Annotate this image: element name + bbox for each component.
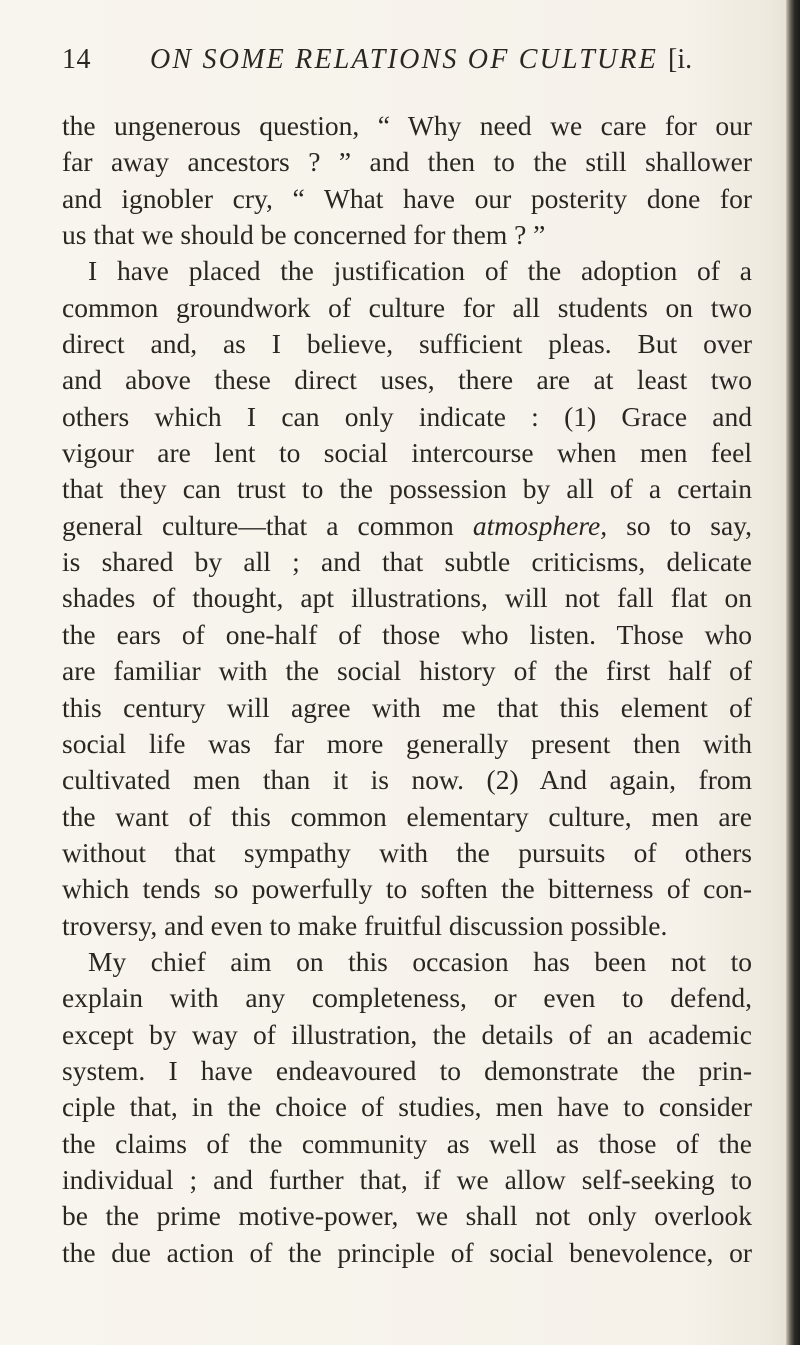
text-line: far away ancestors ? ” and then to the still shallower (62, 146, 752, 178)
text-fragment: so to say, (607, 509, 753, 541)
text-line: individual ; and further that, if we allow self-seeking to (62, 1163, 752, 1195)
italic-word: atmosphere, (472, 509, 608, 541)
text-line: be the prime motive-power, we shall not only overlook (62, 1200, 752, 1232)
text-line: and ignobler cry, “ What have our posterity done for (62, 182, 752, 214)
text-line: system. I have endeavoured to demonstrate the prin- (62, 1054, 752, 1086)
body-text (62, 108, 752, 1271)
text-line: shades of thought, apt illustrations, will not fall flat on (62, 582, 752, 614)
text-line: the due action of the principle of social benevolence, or (62, 1236, 752, 1268)
text-line: the want of this common elementary culture, men are (62, 800, 752, 832)
page-number: 14 (62, 44, 91, 75)
page-edge-shadow (786, 0, 800, 1345)
text-line: common groundwork of culture for all students on two (62, 291, 752, 323)
text-line: cultivated men than it is now. (2) And again, from (62, 764, 752, 796)
section-mark: [i. (668, 44, 693, 75)
text-line: is shared by all ; and that subtle criticisms, delicate (62, 546, 752, 578)
text-line: the ungenerous question, “ Why need we care for our (62, 110, 752, 141)
paragraph-start-line: I have placed the justification of the adoption of a (88, 255, 752, 287)
text-line: us that we should be concerned for them ? ” (62, 219, 546, 251)
text-line: direct and, as I believe, sufficient pleas. But over (62, 328, 752, 360)
text-line: which tends so powerfully to soften the bitterness of con- (62, 873, 752, 905)
text-line: ciple that, in the choice of studies, men have to consider (62, 1091, 752, 1123)
text-line: social life was far more generally present then with (62, 727, 752, 759)
text-line: the claims of the community as well as those of the (62, 1127, 752, 1159)
text-line: vigour are lent to social intercourse when men feel (62, 437, 752, 469)
text-line: are familiar with the social history of the first half of (62, 655, 752, 687)
paragraph-start-line: My chief aim on this occasion has been not to (88, 945, 752, 977)
text-line: without that sympathy with the pursuits of others (62, 836, 752, 868)
text-line: explain with any completeness, or even to defend, (62, 982, 752, 1014)
text-line-with-italic (62, 508, 752, 544)
running-title: ON SOME RELATIONS OF CULTURE (150, 44, 659, 75)
text-line: troversy, and even to make fruitful discussion possible. (62, 909, 668, 941)
text-line: the ears of one-half of those who listen. Those who (62, 618, 752, 650)
text-line: that they can trust to the possession by all of a certain (62, 473, 752, 505)
text-line: this century will agree with me that this element of (62, 691, 752, 723)
text-line: others which I can only indicate : (1) Grace and (62, 400, 752, 432)
running-head (0, 44, 780, 84)
text-fragment: general culture—that a common (62, 509, 473, 541)
text-line: except by way of illustration, the details of an academic (62, 1018, 752, 1050)
text-line: and above these direct uses, there are at least two (62, 364, 752, 396)
